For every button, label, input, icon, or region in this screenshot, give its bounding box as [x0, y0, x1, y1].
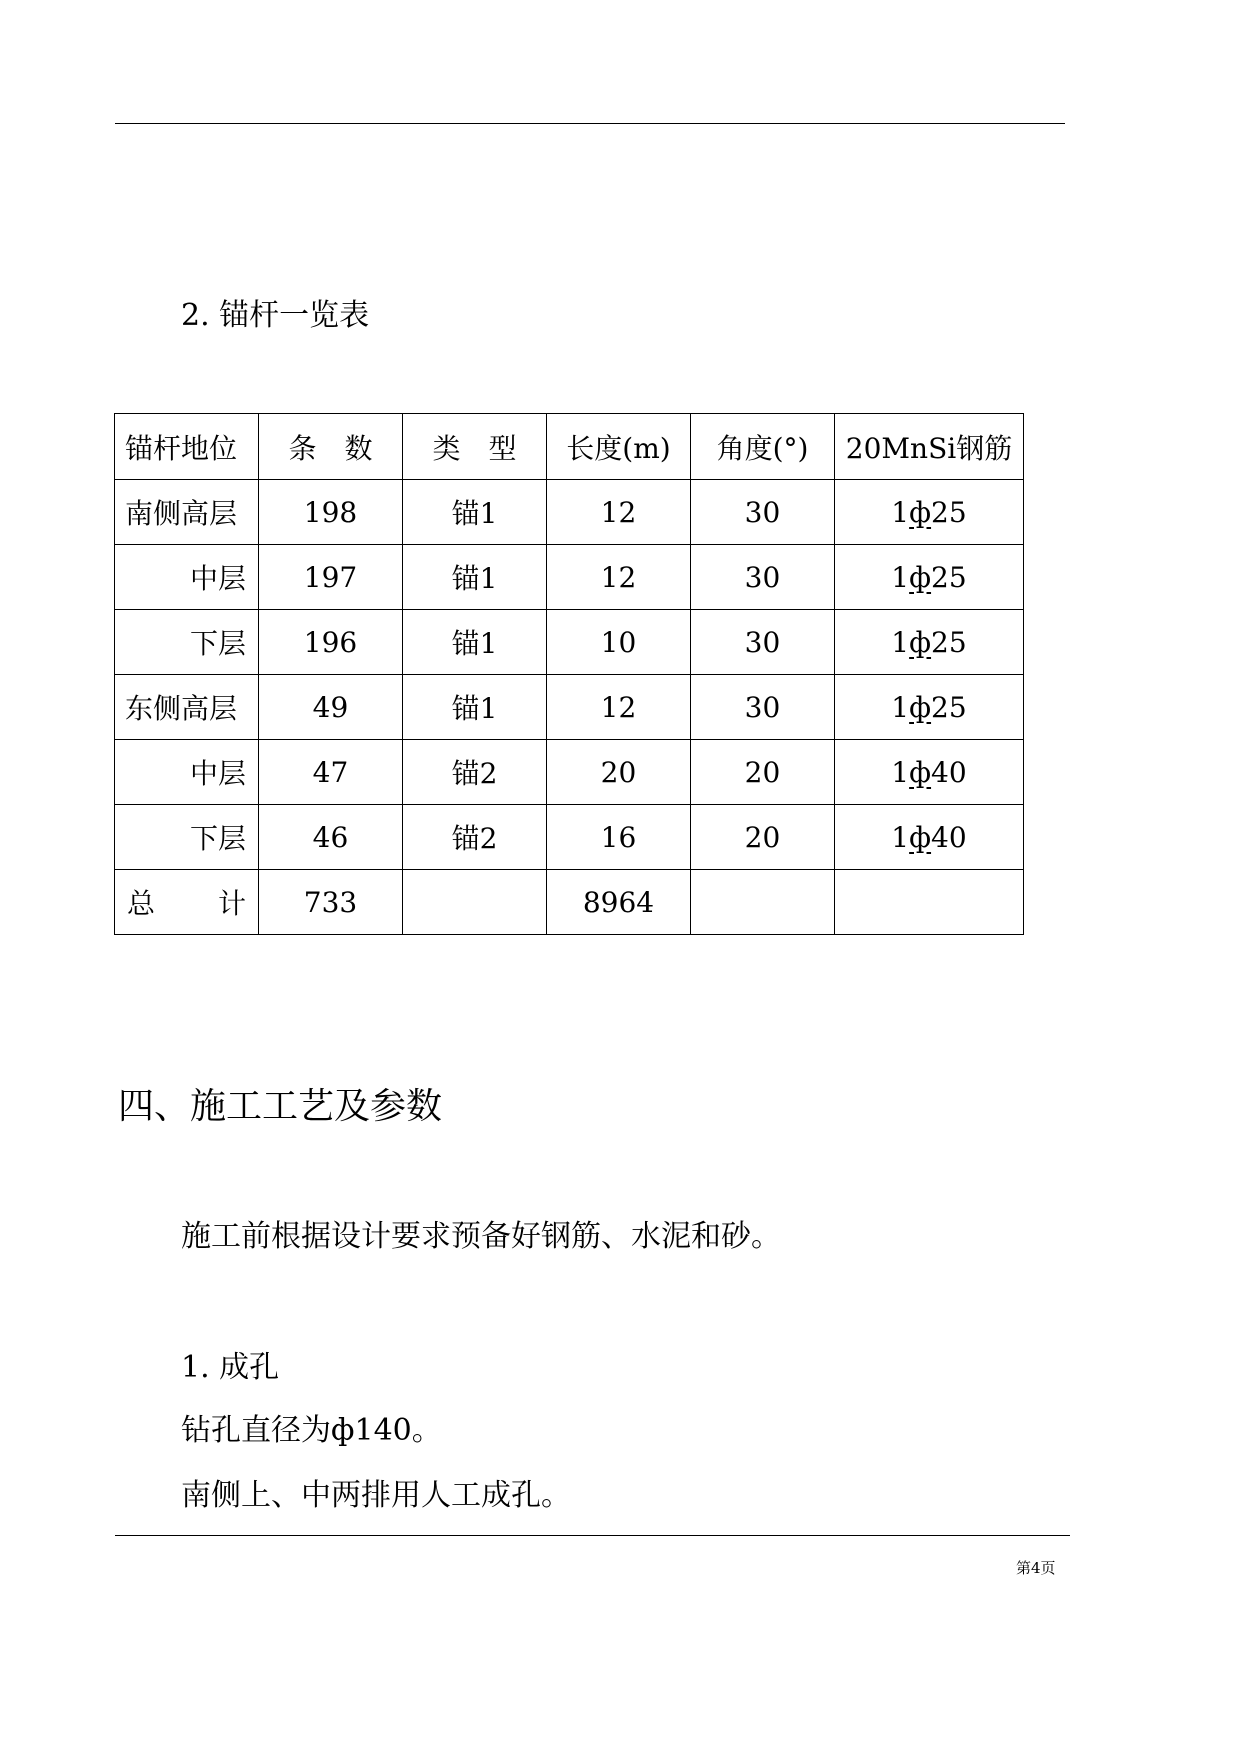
cell-length: 10: [547, 610, 691, 675]
cell-count: 196: [259, 610, 403, 675]
rebar-count: 1: [891, 755, 910, 789]
rebar-symbol: ф: [909, 820, 932, 854]
cell-rebar: [835, 545, 1024, 610]
header-length: 长度(m): [547, 414, 691, 480]
cell-location: 下层: [115, 610, 259, 675]
cell-length: 12: [547, 480, 691, 545]
step-line: 钻孔直径为ф140。: [181, 1413, 442, 1448]
header-type: 类 型: [403, 414, 547, 480]
cell-type: 锚1: [403, 610, 547, 675]
table-total-row: [115, 870, 1024, 935]
cell-type: 锚1: [403, 545, 547, 610]
chapter-heading: 四、施工工艺及参数: [118, 1086, 443, 1127]
header-rebar: 20MnSi钢筋: [835, 414, 1024, 480]
rebar-symbol: ф: [909, 560, 932, 594]
rebar-diameter: 25: [931, 690, 967, 724]
table-row: [115, 740, 1024, 805]
cell-rebar: [835, 480, 1024, 545]
table-header-row: [115, 414, 1024, 480]
rebar-count: 1: [891, 560, 910, 594]
cell-rebar: [835, 740, 1024, 805]
rebar-symbol: ф: [909, 495, 932, 529]
rebar-diameter: 25: [931, 560, 967, 594]
total-type: [403, 870, 547, 935]
rebar-count: 1: [891, 495, 910, 529]
cell-count: 197: [259, 545, 403, 610]
rebar-diameter: 40: [931, 755, 967, 789]
rebar-symbol: ф: [909, 625, 932, 659]
cell-angle: 20: [691, 740, 835, 805]
anchor-summary-table: [114, 413, 1024, 935]
cell-angle: 30: [691, 610, 835, 675]
total-rebar: [835, 870, 1024, 935]
step-line: 南侧上、中两排用人工成孔。: [181, 1478, 571, 1513]
cell-type: 锚2: [403, 740, 547, 805]
table-row: [115, 480, 1024, 545]
cell-location: 下层: [115, 805, 259, 870]
cell-angle: 30: [691, 545, 835, 610]
footer-rule: [115, 1535, 1070, 1536]
rebar-symbol: ф: [909, 755, 932, 789]
cell-rebar: [835, 675, 1024, 740]
cell-location: 中层: [115, 740, 259, 805]
rebar-count: 1: [891, 690, 910, 724]
cell-location: 中层: [115, 545, 259, 610]
cell-angle: 20: [691, 805, 835, 870]
cell-length: 20: [547, 740, 691, 805]
cell-angle: 30: [691, 675, 835, 740]
header-location: 锚杆地位: [115, 414, 259, 480]
cell-length: 12: [547, 545, 691, 610]
page-number: 第4页: [1016, 1559, 1056, 1577]
cell-type: 锚2: [403, 805, 547, 870]
rebar-diameter: 40: [931, 820, 967, 854]
table-row: [115, 610, 1024, 675]
rebar-diameter: 25: [931, 495, 967, 529]
cell-angle: 30: [691, 480, 835, 545]
body-paragraph: 施工前根据设计要求预备好钢筋、水泥和砂。: [181, 1219, 781, 1254]
cell-count: 47: [259, 740, 403, 805]
cell-rebar: [835, 610, 1024, 675]
header-angle: 角度(°): [691, 414, 835, 480]
rebar-count: 1: [891, 820, 910, 854]
cell-rebar: [835, 805, 1024, 870]
cell-length: 16: [547, 805, 691, 870]
header-rule: [115, 123, 1065, 124]
cell-count: 46: [259, 805, 403, 870]
cell-type: 锚1: [403, 675, 547, 740]
cell-location: 东侧高层: [115, 675, 259, 740]
cell-count: 198: [259, 480, 403, 545]
section-title: 2. 锚杆一览表: [181, 298, 370, 333]
cell-location: 南侧高层: [115, 480, 259, 545]
total-count: 733: [259, 870, 403, 935]
cell-count: 49: [259, 675, 403, 740]
rebar-count: 1: [891, 625, 910, 659]
cell-type: 锚1: [403, 480, 547, 545]
total-length: 8964: [547, 870, 691, 935]
table-row: [115, 675, 1024, 740]
header-count: 条 数: [259, 414, 403, 480]
table-row: [115, 545, 1024, 610]
total-label: 总 计: [115, 870, 259, 935]
table-row: [115, 805, 1024, 870]
subheading: 1. 成孔: [181, 1350, 280, 1385]
cell-length: 12: [547, 675, 691, 740]
rebar-symbol: ф: [909, 690, 932, 724]
rebar-diameter: 25: [931, 625, 967, 659]
total-angle: [691, 870, 835, 935]
